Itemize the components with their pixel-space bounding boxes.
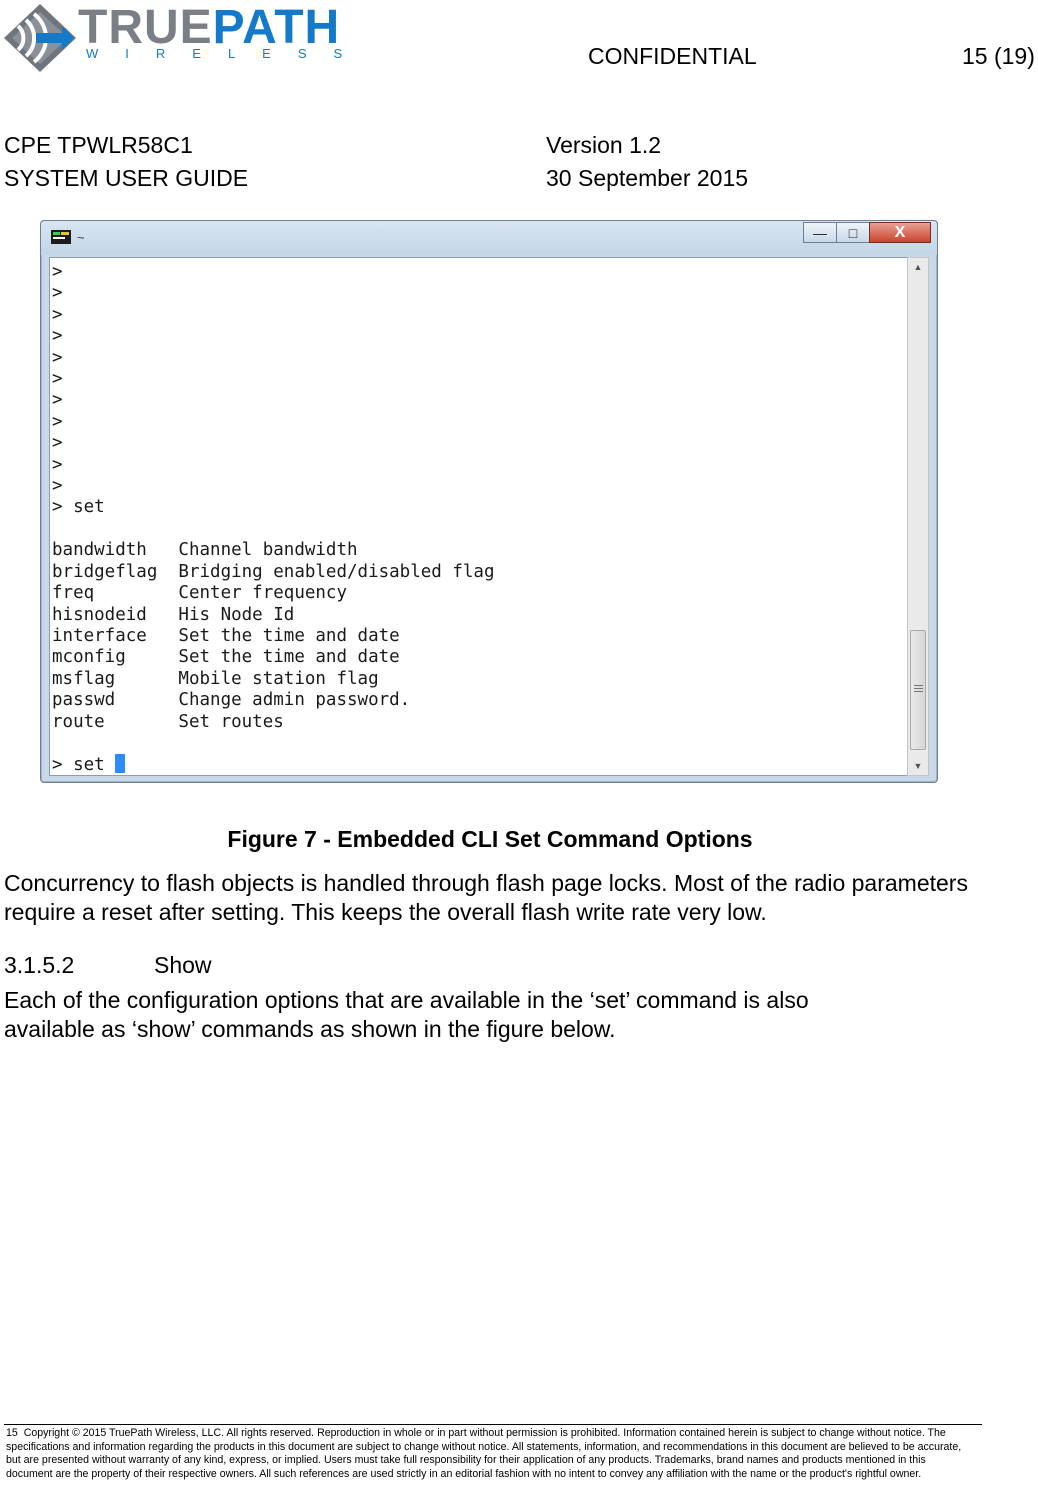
terminal-title: ~ <box>77 230 85 245</box>
terminal-line: bandwidth Channel bandwidth <box>52 540 358 561</box>
footer-divider <box>4 1424 982 1425</box>
terminal-line: passwd Change admin password. <box>52 690 411 711</box>
terminal-line: > <box>52 304 63 325</box>
logo-wordmark <box>78 1 341 54</box>
document-date: 30 September 2015 <box>546 165 749 191</box>
section-title: Show <box>154 952 212 978</box>
logo-word-path: PATH <box>212 1 341 54</box>
body-paragraph-1: Concurrency to flash objects is handled through flash page locks. Most of the radio parameters require a reset after setting. This keeps the overall flash write rate very low. <box>4 870 968 925</box>
terminal-line: > <box>52 411 63 432</box>
terminal-line: hisnodeid His Node Id <box>52 604 295 625</box>
footer-notice <box>6 1427 972 1481</box>
terminal-line: > <box>52 433 63 454</box>
terminal-app-icon <box>51 229 71 245</box>
terminal-line: > <box>52 283 63 304</box>
document-version: Version 1.2 <box>546 132 662 158</box>
terminal-line: > <box>52 476 63 497</box>
section-number: 3.1.5.2 <box>4 952 75 978</box>
confidential-label: CONFIDENTIAL <box>588 43 757 69</box>
terminal-cursor <box>115 754 125 773</box>
terminal-line: > <box>52 454 63 475</box>
product-name: CPE TPWLR58C1 <box>4 132 193 158</box>
terminal-prompt: > set <box>52 755 116 776</box>
terminal-line: freq Center frequency <box>52 583 348 604</box>
terminal-scrollbar[interactable] <box>907 257 929 776</box>
terminal-line: > <box>52 390 63 411</box>
terminal-text <box>52 262 495 776</box>
page-indicator: 15 (19) <box>962 43 1035 69</box>
minimize-button[interactable]: — <box>803 222 837 243</box>
body-paragraph-2: Each of the configuration options that are available in the ‘set’ command is also available as ‘show’ commands as shown in the figure below. <box>4 987 809 1042</box>
terminal-line: mconfig Set the time and date <box>52 647 400 668</box>
scroll-down-arrow-icon[interactable]: ▼ <box>913 761 923 771</box>
logo-subtitle: WIRELESS <box>86 46 370 61</box>
footer-copyright: Copyright © 2015 TruePath Wireless, LLC. All rights reserved. Reproduction in whole or in part without permission is prohibited. Information contained herein is subject to change without notice. The specifications and information regarding the products in this document are subject to change without notice. All statements, information, and recommendations in this document are believed to be accurate, but are presented without warranty of any kind, express, or implied. Users must take full responsibility for their application of any products. Trademarks, brand names and products mentioned in this document are the property of their respective owners. All such references are used strictly in an editorial fashion with no intent to convey any affiliation with the name or the product's rightful owner. <box>6 1427 962 1480</box>
terminal-line: > <box>52 347 63 368</box>
scroll-up-arrow-icon[interactable]: ▲ <box>913 262 923 272</box>
maximize-button[interactable]: □ <box>836 222 870 243</box>
terminal-line: route Set routes <box>52 711 284 732</box>
grip-icon <box>914 685 923 693</box>
terminal-line: msflag Mobile station flag <box>52 668 379 689</box>
footer-page-number: 15 <box>6 1427 18 1439</box>
logo-signal-icon <box>2 2 78 74</box>
close-button[interactable]: X <box>869 222 931 243</box>
terminal-line: > <box>52 369 63 390</box>
guide-title: SYSTEM USER GUIDE <box>4 165 249 191</box>
logo-word-true: TRUE <box>78 1 213 54</box>
terminal-line: > <box>52 326 63 347</box>
company-logo <box>2 0 370 78</box>
terminal-line: > set <box>52 497 105 518</box>
terminal-titlebar <box>41 221 937 255</box>
scrollbar-thumb[interactable] <box>910 630 926 750</box>
figure-caption: Figure 7 - Embedded CLI Set Command Options <box>227 826 753 852</box>
terminal-line: > <box>52 262 63 282</box>
terminal-line: bridgeflag Bridging enabled/disabled flag <box>52 561 495 582</box>
terminal-window <box>40 220 938 783</box>
terminal-lines <box>52 262 495 732</box>
terminal-output[interactable] <box>49 257 911 776</box>
window-controls <box>803 222 931 244</box>
terminal-line: interface Set the time and date <box>52 625 400 646</box>
